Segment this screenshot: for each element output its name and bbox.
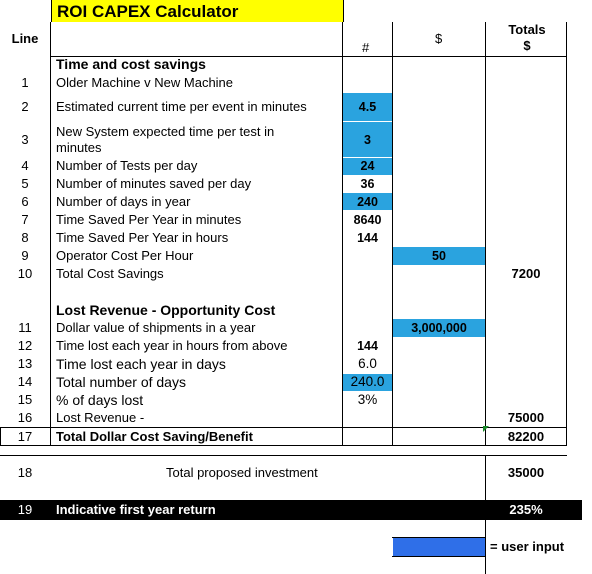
line-number: 4 <box>21 158 29 173</box>
total-value: 235% <box>509 502 543 517</box>
count-value: 240.0 <box>350 374 385 389</box>
line-number: 9 <box>21 248 29 263</box>
legend-label: = user input <box>490 539 565 554</box>
line-number: 12 <box>17 338 33 353</box>
header-count: # <box>362 40 370 55</box>
count-value: 144 <box>357 339 378 353</box>
row-label: Total Dollar Cost Saving/Benefit <box>56 429 253 444</box>
count-value: 36 <box>360 177 375 191</box>
row-label: Time lost each year in days <box>56 356 226 372</box>
row-label: % of days lost <box>56 392 144 408</box>
row-label: Total number of days <box>56 374 186 390</box>
count-value: 3 <box>364 133 371 147</box>
count-value: 4.5 <box>358 100 377 114</box>
row-label: Indicative first year return <box>56 502 216 517</box>
line-number: 10 <box>17 266 33 281</box>
row-label: Older Machine v New Machine <box>56 75 234 90</box>
row-label: Total Cost Savings <box>56 266 164 281</box>
header-totals-unit: $ <box>523 38 531 53</box>
dollar-value: 3,000,000 <box>411 321 467 335</box>
count-value: 24 <box>360 159 375 173</box>
section-heading-time-cost: Time and cost savings <box>56 56 206 72</box>
row-label: Number of days in year <box>56 194 191 209</box>
row-label: Dollar value of shipments in a year <box>56 320 256 335</box>
row-label: Time lost each year in hours from above <box>56 338 288 353</box>
header-line: Line <box>11 31 39 46</box>
total-value: 82200 <box>507 429 545 444</box>
total-value: 75000 <box>507 410 545 425</box>
row-label: Number of Tests per day <box>56 158 198 173</box>
row-label: Time Saved Per Year in hours <box>56 230 229 245</box>
line-number: 14 <box>17 374 33 389</box>
count-value: 3% <box>357 392 378 407</box>
section-heading-lost-revenue: Lost Revenue - Opportunity Cost <box>56 302 276 318</box>
page-title: ROI CAPEX Calculator <box>57 2 239 21</box>
row-label: Estimated current time per event in minutes <box>56 99 307 114</box>
row-label: Lost Revenue - <box>56 410 145 425</box>
line-number: 6 <box>21 194 29 209</box>
line-number: 5 <box>21 176 29 191</box>
row-label: Operator Cost Per Hour <box>56 248 194 263</box>
line-number: 13 <box>17 356 33 371</box>
line-number: 18 <box>17 465 33 480</box>
count-value: 8640 <box>353 213 382 227</box>
header-dollar: $ <box>435 31 443 46</box>
legend-swatch <box>393 537 485 556</box>
row-label-continued: minutes <box>56 140 102 155</box>
row-label: New System expected time per test in <box>56 124 275 139</box>
count-value: 144 <box>357 231 378 245</box>
count-value: 6.0 <box>358 356 377 371</box>
line-number: 11 <box>18 320 32 335</box>
line-number: 7 <box>21 212 29 227</box>
header-totals: Totals <box>508 22 546 37</box>
line-number: 19 <box>17 502 33 517</box>
total-value: 7200 <box>511 266 541 281</box>
count-value: 240 <box>357 195 378 209</box>
row-label: Total proposed investment <box>166 465 318 480</box>
line-number: 3 <box>21 132 29 147</box>
line-number: 15 <box>17 392 33 407</box>
row-label: Number of minutes saved per day <box>56 176 252 191</box>
row-label: Time Saved Per Year in minutes <box>56 212 242 227</box>
line-number: 2 <box>21 99 29 114</box>
dollar-value: 50 <box>432 249 446 263</box>
total-value: 35000 <box>507 465 545 480</box>
line-number: 1 <box>21 75 29 90</box>
line-number: 16 <box>17 410 33 425</box>
line-number: 8 <box>21 230 29 245</box>
line-number: 17 <box>17 429 33 444</box>
